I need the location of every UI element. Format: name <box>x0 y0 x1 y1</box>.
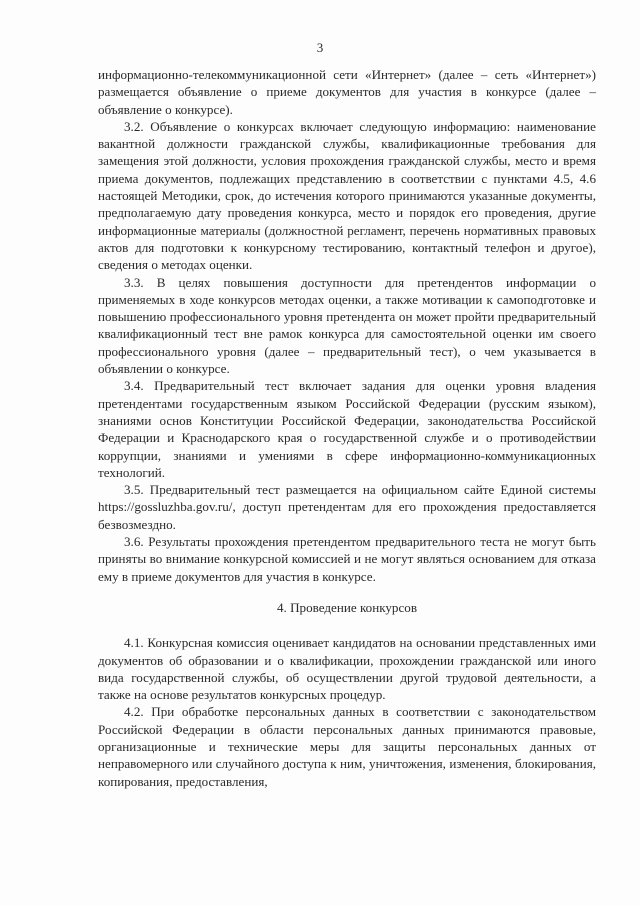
paragraph-3-3: 3.3. В целях повышения доступности для претендентов информации о применяемых в ходе конкурсов методах оценки, а также мотивации к самоподготовке и повышению профессионального уровня претендента он может пройти предварительный квалификационный тест вне рамок конкурса для самостоятельной оценки им своего профессионального уровня (далее – предварительный тест), о чем указывается в объявлении о конкурсе. <box>98 274 596 377</box>
paragraph-4-2: 4.2. При обработке персональных данных в соответствии с законодательством Российской Федерации в области персональных данных принимаются правовые, организационные и технические меры для защиты персональных данных от неправомерного или случайного доступа к ним, уничтожения, изменения, блокирования, копирования, предоставления, <box>98 704 596 789</box>
paragraph-continuation: информационно-телекоммуникационной сети «Интернет» (далее – сеть «Интернет») размещается объявление о приеме документов для участия в конкурсе (далее – объявление о конкурсе). <box>98 67 596 117</box>
paragraph-3-2: 3.2. Объявление о конкурсах включает следующую информацию: наименование вакантной должности гражданской службы, квалификационные требования для замещения этой должности, условия прохождения гражданской службы, место и время приема документов, подлежащих представлению в соответствии с пунктами 4.5, 4.6 настоящей Методики, срок, до истечения которого принимаются указанные документы, предполагаемую дату проведения конкурса, место и порядок его проведения, другие информационные материалы (должностной регламент, перечень нормативных правовых актов для подготовки к конкурсному тестированию, контактный телефон и другое), сведения о методах оценки. <box>98 118 596 273</box>
paragraph-3-4: 3.4. Предварительный тест включает задания для оценки уровня владения претендентами государственным языком Российской Федерации (русским языком), знаниями основ Конституции Российской Федерации, законодательства Российской Федерации и Краснодарского края о государственной службе и о противодействии коррупции, знаниями и умениями в сфере информационно-коммуникационных технологий. <box>98 378 596 480</box>
paragraph-4-1: 4.1. Конкурсная комиссия оценивает кандидатов на основании представленных ими документов об образовании и о квалификации, прохождении гражданской или иного вида государственной службы, об осуществлении другой трудовой деятельности, а также на основе результатов конкурсных процедур. <box>98 635 596 703</box>
page-number: 3 <box>316 40 324 55</box>
document-body <box>98 66 596 790</box>
paragraph-3-6: 3.6. Результаты прохождения претендентом предварительного теста не могут быть приняты во внимание конкурсной комиссией и не могут являться основанием для отказа ему в приеме документов для участия в конкурсе. <box>98 534 596 584</box>
paragraph-3-5: 3.5. Предварительный тест размещается на официальном сайте Единой системы https://gossluzhba.gov.ru/, доступ претендентам для его прохождения предоставляется безвозмездно. <box>98 482 596 532</box>
section-heading: 4. Проведение конкурсов <box>276 599 418 615</box>
